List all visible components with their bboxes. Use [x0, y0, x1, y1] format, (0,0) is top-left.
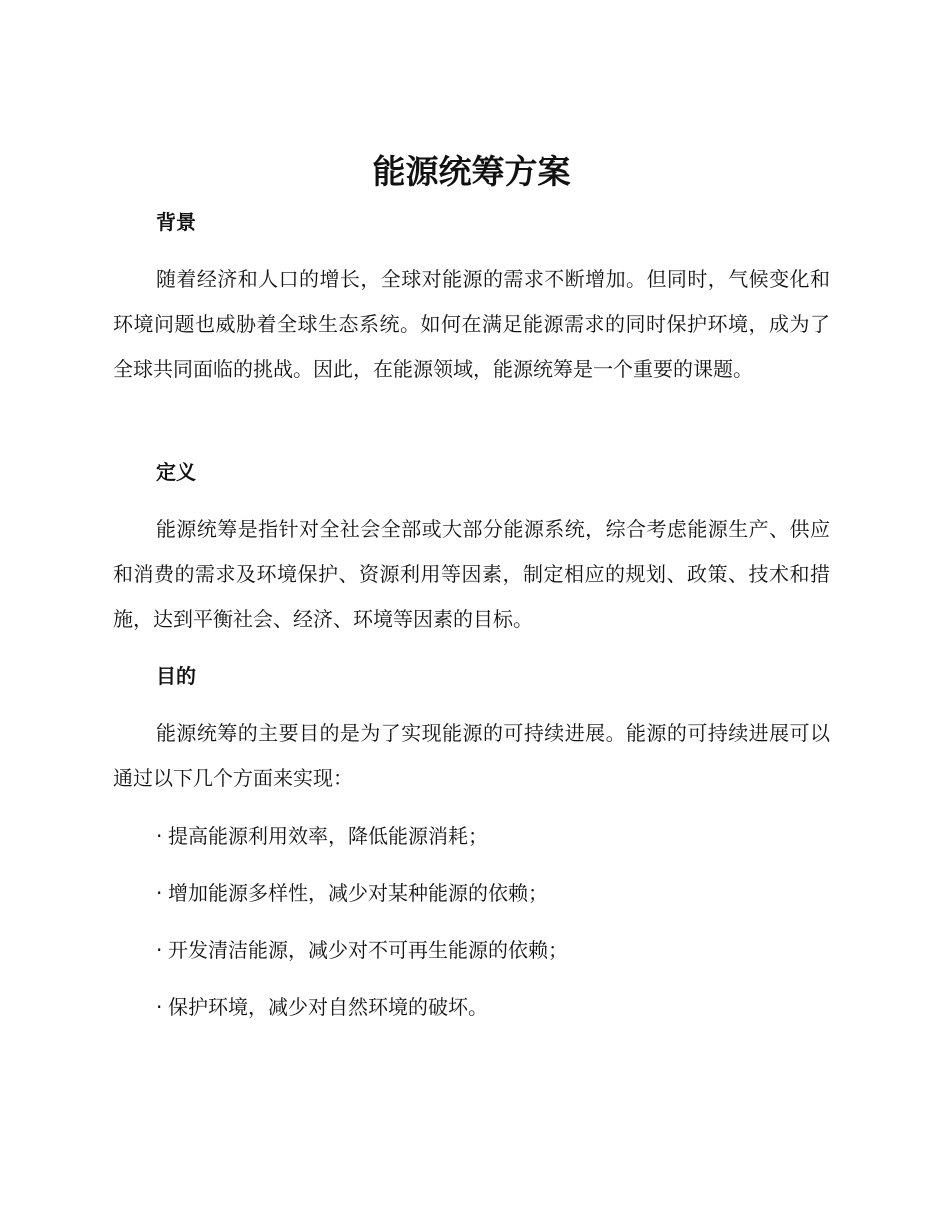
bullet-item	[156, 821, 488, 851]
section-heading-background: 背景	[156, 210, 196, 234]
paragraph-background: 随着经济和人口的增长，全球对能源的需求不断增加。但同时，气候变化和环境问题也威胁着全球生态系统。如何在满足能源需求的同时保护环境，成为了全球共同面临的挑战。因此，在能源领域，能源统筹是一个重要的课题。	[113, 267, 830, 381]
document-title: 能源统筹方案	[372, 152, 571, 191]
bullet-marker: ·	[156, 938, 163, 962]
bullet-text: 提高能源利用效率，降低能源消耗；	[168, 824, 488, 848]
bullet-text: 增加能源多样性，减少对某种能源的依赖；	[168, 881, 548, 905]
paragraph-purpose: 能源统筹的主要目的是为了实现能源的可持续进展。能源的可持续进展可以通过以下几个方面来实现：	[113, 721, 830, 790]
bullet-text: 保护环境，减少对自然环境的破坏。	[168, 995, 488, 1019]
bullet-text: 开发清洁能源，减少对不可再生能源的依赖；	[168, 938, 568, 962]
section-heading-definition: 定义	[156, 460, 196, 484]
bullet-item	[156, 992, 488, 1022]
paragraph-definition: 能源统筹是指针对全社会全部或大部分能源系统，综合考虑能源生产、供应和消费的需求及环境保护、资源利用等因素，制定相应的规划、政策、技术和措施，达到平衡社会、经济、环境等因素的目标。	[113, 517, 830, 631]
section-heading-purpose: 目的	[156, 664, 196, 688]
bullet-item	[156, 935, 568, 965]
bullet-marker: ·	[156, 824, 163, 848]
bullet-marker: ·	[156, 995, 163, 1019]
bullet-marker: ·	[156, 881, 163, 905]
bullet-item	[156, 878, 548, 908]
